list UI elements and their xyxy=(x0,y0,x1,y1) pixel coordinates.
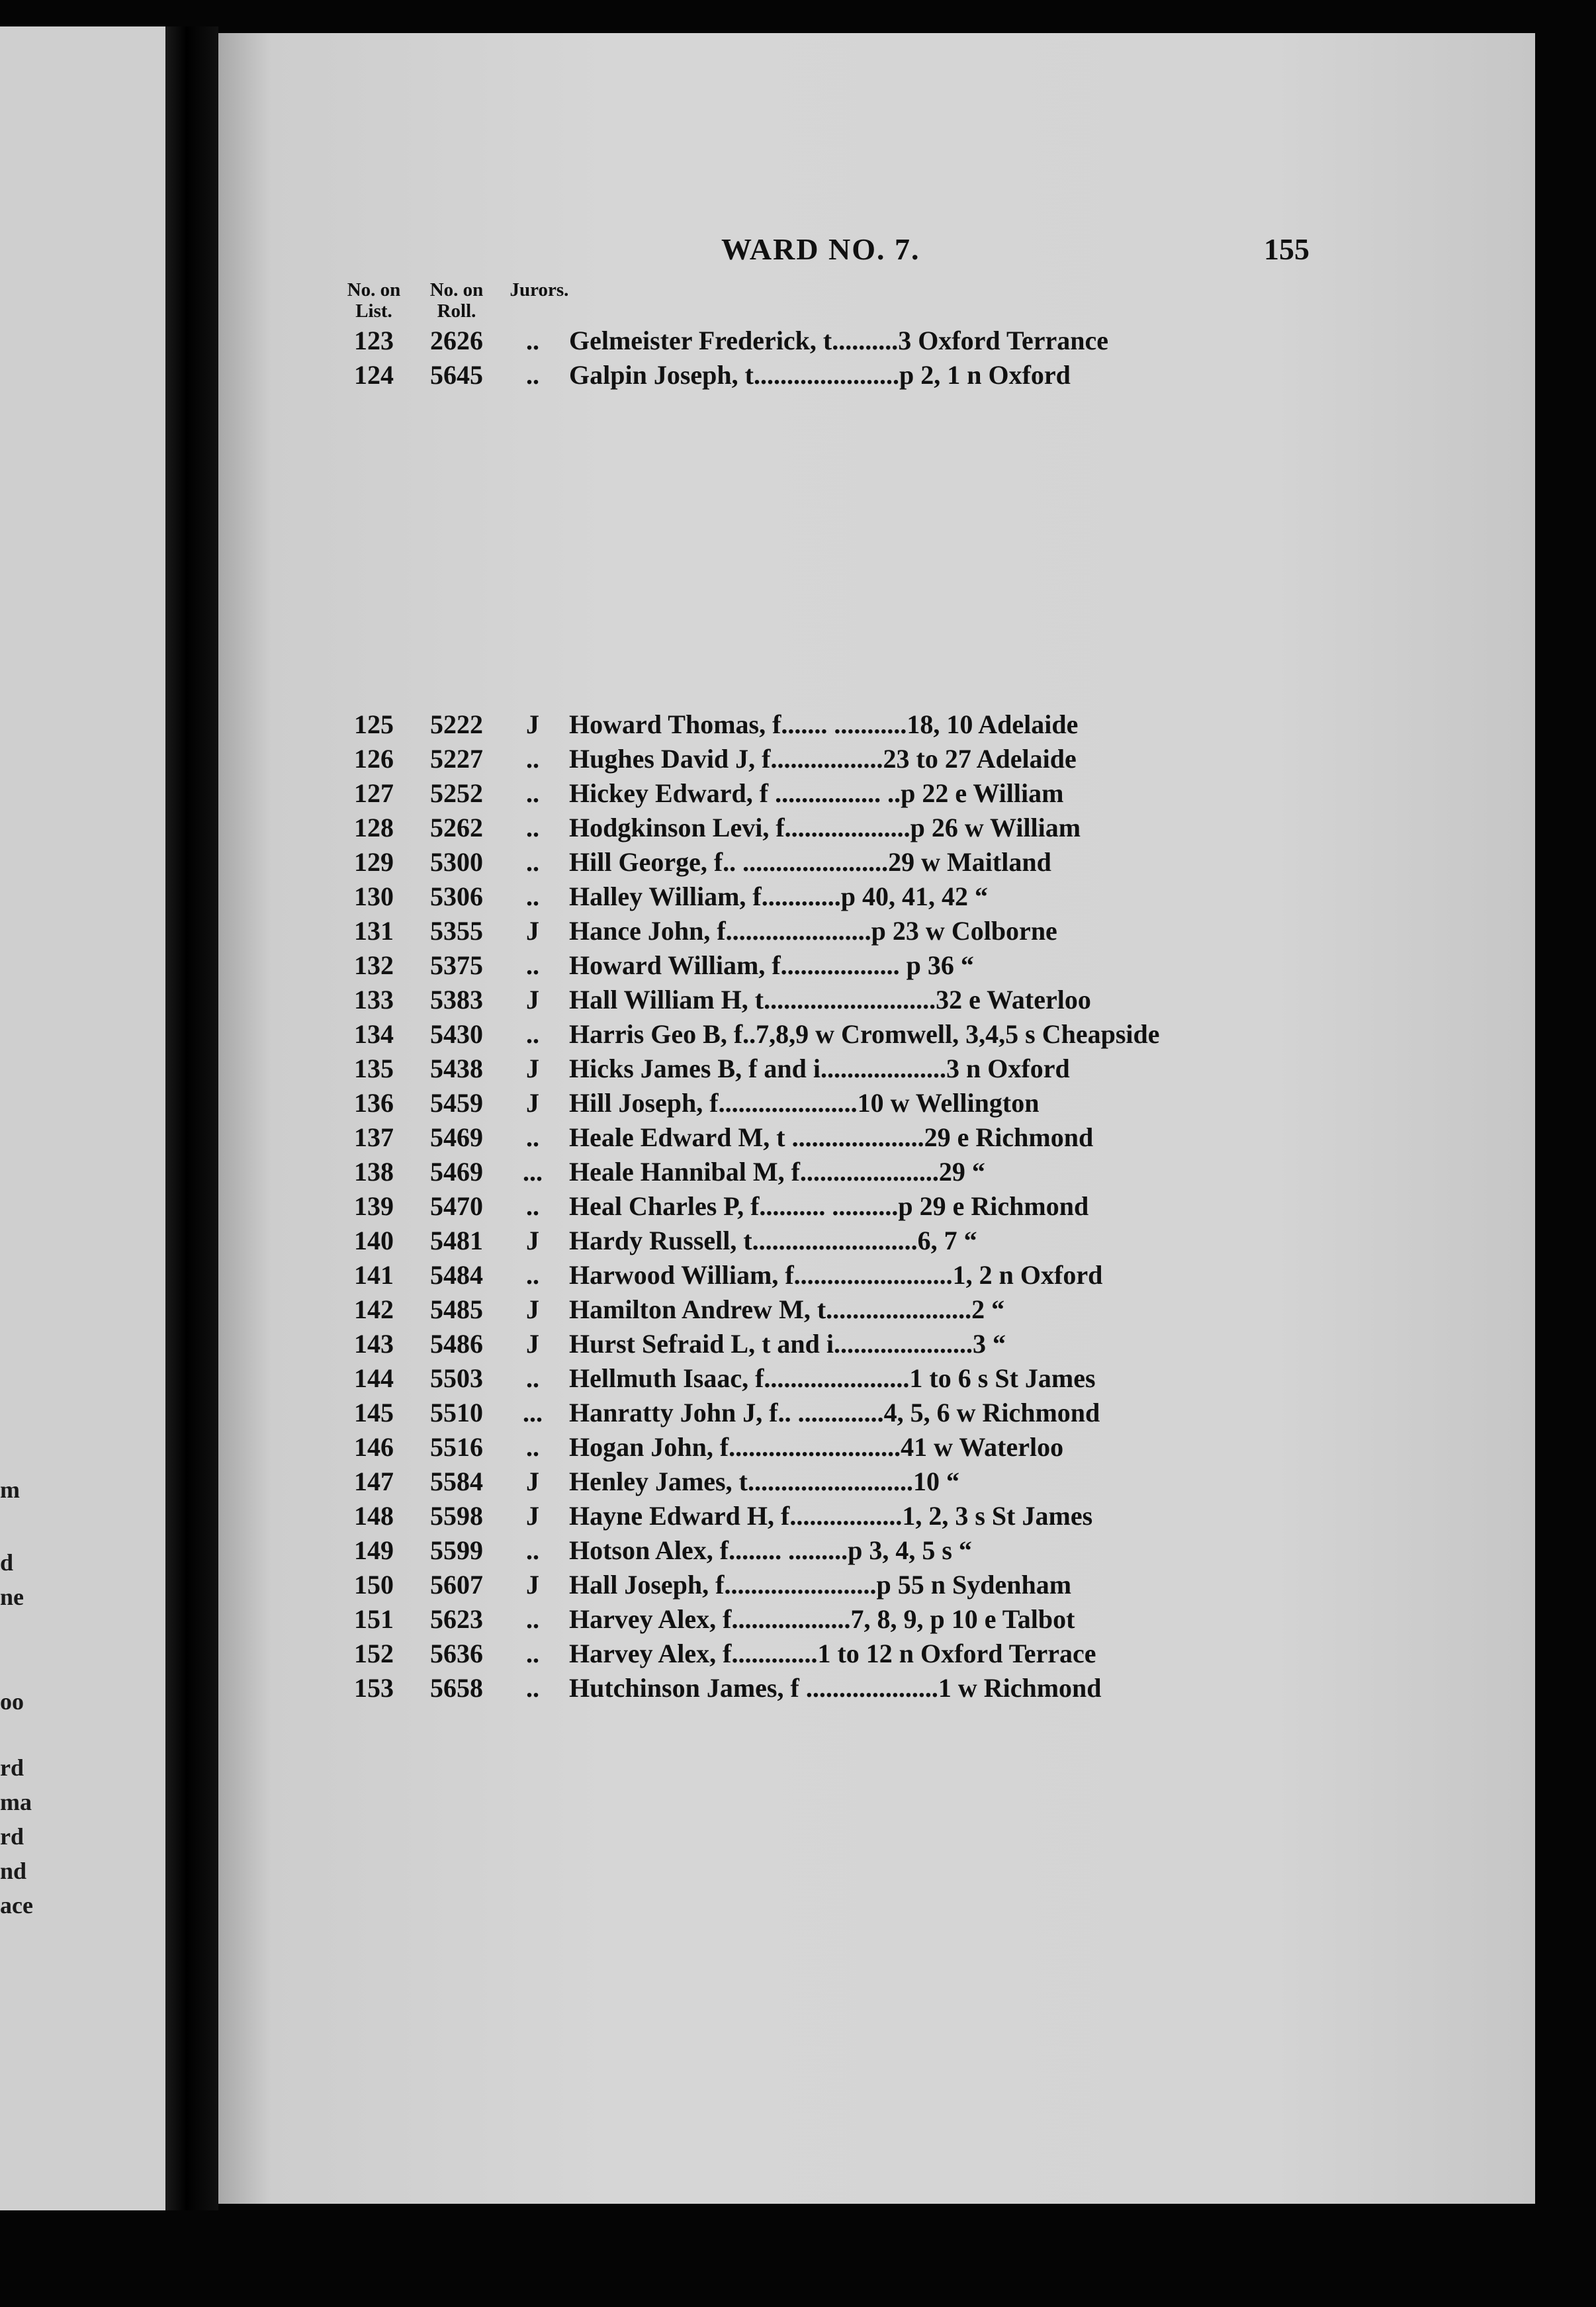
roll-number: 5252 xyxy=(430,778,483,808)
margin-fragment: rd xyxy=(0,1823,24,1850)
margin-fragment: m xyxy=(0,1476,20,1503)
list-number: 128 xyxy=(354,813,394,842)
entry-text: Hogan John, f..........................41 w Waterloo xyxy=(569,1432,1064,1462)
column-header-list: No. on List. xyxy=(347,279,401,322)
entry-text: Galpin Joseph, t......................p 2, 1 n Oxford xyxy=(569,360,1071,390)
table-row xyxy=(218,811,1535,844)
list-number: 140 xyxy=(354,1226,394,1255)
table-row xyxy=(218,1396,1535,1429)
book-spine xyxy=(165,26,218,2210)
left-page-edge xyxy=(0,26,165,2210)
page-number: 155 xyxy=(1264,232,1309,266)
jurors-mark: .. xyxy=(526,360,539,390)
table-row xyxy=(218,708,1535,741)
entry-text: Hall Joseph, f.......................p 55 n Sydenham xyxy=(569,1570,1072,1600)
roll-number: 5383 xyxy=(430,985,483,1015)
table-row xyxy=(218,1259,1535,1292)
roll-number: 5636 xyxy=(430,1639,483,1668)
entry-text: Hall William H, t..........................32 e Waterloo xyxy=(569,985,1091,1015)
jurors-mark: .. xyxy=(526,1673,539,1703)
table-row xyxy=(218,1328,1535,1361)
roll-number: 5510 xyxy=(430,1398,483,1427)
roll-number: 5469 xyxy=(430,1157,483,1187)
roll-number: 2626 xyxy=(430,326,483,355)
entry-text: Hutchinson James, f ....................1 w Richmond xyxy=(569,1673,1102,1703)
jurors-mark: .. xyxy=(526,1260,539,1290)
list-number: 144 xyxy=(354,1363,394,1393)
jurors-mark: J xyxy=(526,985,539,1015)
list-number: 146 xyxy=(354,1432,394,1462)
list-number: 148 xyxy=(354,1501,394,1531)
entry-text: Hickey Edward, f ................ ..p 22 e William xyxy=(569,778,1064,808)
entry-text: Howard Thomas, f....... ...........18, 10 Adelaide xyxy=(569,709,1079,739)
roll-number: 5375 xyxy=(430,950,483,980)
margin-fragment: oo xyxy=(0,1688,24,1715)
entry-text: Halley William, f............p 40, 41, 42 “ xyxy=(569,882,988,911)
roll-number: 5470 xyxy=(430,1191,483,1221)
list-number: 147 xyxy=(354,1467,394,1496)
table-row xyxy=(218,1087,1535,1120)
roll-number: 5306 xyxy=(430,882,483,911)
list-number: 141 xyxy=(354,1260,394,1290)
entry-text: Harvey Alex, f..................7, 8, 9, p 10 e Talbot xyxy=(569,1604,1075,1634)
table-row xyxy=(218,1465,1535,1498)
table-row xyxy=(218,1293,1535,1326)
table-row xyxy=(218,1568,1535,1602)
entry-text: Hurst Sefraid L, t and i.....................3 “ xyxy=(569,1329,1006,1359)
table-row xyxy=(218,1224,1535,1257)
table-row xyxy=(218,1603,1535,1636)
roll-number: 5438 xyxy=(430,1054,483,1083)
table-row xyxy=(218,1155,1535,1189)
jurors-mark: .. xyxy=(526,1639,539,1668)
table-row xyxy=(218,983,1535,1017)
jurors-mark: .. xyxy=(526,744,539,774)
table-row xyxy=(218,1500,1535,1533)
entry-text: Harvey Alex, f.............1 to 12 n Oxford Terrace xyxy=(569,1639,1096,1668)
list-number: 124 xyxy=(354,360,394,390)
entry-text: Hance John, f......................p 23 w Colborne xyxy=(569,916,1057,946)
entry-text: Howard William, f.................. p 36 “ xyxy=(569,950,974,980)
jurors-mark: J xyxy=(526,916,539,946)
roll-number: 5430 xyxy=(430,1019,483,1049)
table-row xyxy=(218,1672,1535,1705)
table-row xyxy=(218,1190,1535,1223)
jurors-mark: J xyxy=(526,709,539,739)
jurors-mark: .. xyxy=(526,1604,539,1634)
roll-number: 5607 xyxy=(430,1570,483,1600)
list-number: 153 xyxy=(354,1673,394,1703)
entry-text: Hardy Russell, t.........................6, 7 “ xyxy=(569,1226,977,1255)
column-header-jurors: Jurors. xyxy=(510,279,569,300)
jurors-mark: .. xyxy=(526,1432,539,1462)
entry-text: Hotson Alex, f........ .........p 3, 4, 5 s “ xyxy=(569,1535,972,1565)
table-row xyxy=(218,1431,1535,1464)
entry-text: Heal Charles P, f.......... ..........p 29 e Richmond xyxy=(569,1191,1089,1221)
entry-text: Gelmeister Frederick, t..........3 Oxford Terrance xyxy=(569,326,1108,355)
column-header-roll: No. on Roll. xyxy=(429,279,484,322)
list-number: 150 xyxy=(354,1570,394,1600)
page-header xyxy=(218,232,1535,285)
jurors-mark: J xyxy=(526,1294,539,1324)
jurors-mark: .. xyxy=(526,1363,539,1393)
document-page xyxy=(218,33,1535,2204)
jurors-mark: J xyxy=(526,1329,539,1359)
margin-fragment: ne xyxy=(0,1584,24,1610)
table-row xyxy=(218,1534,1535,1567)
list-number: 134 xyxy=(354,1019,394,1049)
roll-number: 5300 xyxy=(430,847,483,877)
list-number: 127 xyxy=(354,778,394,808)
roll-number: 5469 xyxy=(430,1122,483,1152)
roll-number: 5459 xyxy=(430,1088,483,1118)
jurors-mark: J xyxy=(526,1467,539,1496)
jurors-mark: J xyxy=(526,1226,539,1255)
jurors-mark: J xyxy=(526,1088,539,1118)
roll-number: 5222 xyxy=(430,709,483,739)
entry-text: Harris Geo B, f..7,8,9 w Cromwell, 3,4,5 s Cheapside xyxy=(569,1019,1160,1049)
list-number: 131 xyxy=(354,916,394,946)
jurors-mark: .. xyxy=(526,778,539,808)
entry-text: Hayne Edward H, f.................1, 2, 3 s St James xyxy=(569,1501,1093,1531)
table-row xyxy=(218,1121,1535,1154)
roll-number: 5262 xyxy=(430,813,483,842)
entry-text: Heale Hannibal M, f.....................29 “ xyxy=(569,1157,985,1187)
list-number: 151 xyxy=(354,1604,394,1634)
jurors-mark: J xyxy=(526,1570,539,1600)
roll-number: 5645 xyxy=(430,360,483,390)
entry-text: Hodgkinson Levi, f...................p 26 w William xyxy=(569,813,1081,842)
table-row xyxy=(218,777,1535,810)
jurors-mark: .. xyxy=(526,882,539,911)
table-row xyxy=(218,880,1535,913)
entry-text: Hughes David J, f.................23 to 27 Adelaide xyxy=(569,744,1077,774)
list-number: 130 xyxy=(354,882,394,911)
jurors-mark: .. xyxy=(526,1122,539,1152)
table-row xyxy=(218,846,1535,879)
roll-number: 5658 xyxy=(430,1673,483,1703)
jurors-mark: .. xyxy=(526,326,539,355)
margin-fragment: d xyxy=(0,1549,14,1576)
table-row xyxy=(218,1018,1535,1051)
margin-fragment: nd xyxy=(0,1858,27,1884)
jurors-mark: J xyxy=(526,1501,539,1531)
entry-text: Harwood William, f........................1, 2 n Oxford xyxy=(569,1260,1103,1290)
list-number: 129 xyxy=(354,847,394,877)
table-row xyxy=(218,359,1535,392)
jurors-mark: J xyxy=(526,1054,539,1083)
list-number: 138 xyxy=(354,1157,394,1187)
list-number: 152 xyxy=(354,1639,394,1668)
page-title: WARD NO. 7. xyxy=(721,232,920,266)
roll-number: 5486 xyxy=(430,1329,483,1359)
entry-text: Hicks James B, f and i...................3 n Oxford xyxy=(569,1054,1070,1083)
list-number: 145 xyxy=(354,1398,394,1427)
list-number: 137 xyxy=(354,1122,394,1152)
list-number: 136 xyxy=(354,1088,394,1118)
entry-text: Hanratty John J, f.. .............4, 5, 6 w Richmond xyxy=(569,1398,1100,1427)
roll-number: 5485 xyxy=(430,1294,483,1324)
list-number: 143 xyxy=(354,1329,394,1359)
list-number: 133 xyxy=(354,985,394,1015)
list-number: 125 xyxy=(354,709,394,739)
table-row xyxy=(218,1362,1535,1395)
table-row xyxy=(218,743,1535,776)
entry-text: Heale Edward M, t ....................29 e Richmond xyxy=(569,1122,1094,1152)
roll-number: 5599 xyxy=(430,1535,483,1565)
margin-fragment: ma xyxy=(0,1789,32,1815)
table-row xyxy=(218,915,1535,948)
list-number: 123 xyxy=(354,326,394,355)
entry-text: Henley James, t.........................10 “ xyxy=(569,1467,959,1496)
roll-number: 5481 xyxy=(430,1226,483,1255)
jurors-mark: .. xyxy=(526,1191,539,1221)
list-number: 149 xyxy=(354,1535,394,1565)
jurors-mark: .. xyxy=(526,1535,539,1565)
roll-number: 5503 xyxy=(430,1363,483,1393)
entry-text: Hill Joseph, f.....................10 w Wellington xyxy=(569,1088,1040,1118)
roll-number: 5623 xyxy=(430,1604,483,1634)
entry-text: Hamilton Andrew M, t......................2 “ xyxy=(569,1294,1005,1324)
table-row xyxy=(218,324,1535,357)
table-row xyxy=(218,1052,1535,1085)
entry-text: Hellmuth Isaac, f......................1 to 6 s St James xyxy=(569,1363,1096,1393)
jurors-mark: ... xyxy=(523,1157,543,1187)
jurors-mark: .. xyxy=(526,1019,539,1049)
roll-number: 5227 xyxy=(430,744,483,774)
jurors-mark: .. xyxy=(526,950,539,980)
roll-number: 5598 xyxy=(430,1501,483,1531)
jurors-mark: .. xyxy=(526,847,539,877)
list-number: 142 xyxy=(354,1294,394,1324)
roll-number: 5355 xyxy=(430,916,483,946)
list-number: 139 xyxy=(354,1191,394,1221)
list-number: 132 xyxy=(354,950,394,980)
list-number: 126 xyxy=(354,744,394,774)
list-number: 135 xyxy=(354,1054,394,1083)
roll-number: 5516 xyxy=(430,1432,483,1462)
roll-number: 5584 xyxy=(430,1467,483,1496)
margin-fragment: rd xyxy=(0,1754,24,1781)
table-row xyxy=(218,1637,1535,1670)
entry-text: Hill George, f.. ......................29 w Maitland xyxy=(569,847,1051,877)
jurors-mark: .. xyxy=(526,813,539,842)
margin-fragment: ace xyxy=(0,1892,33,1919)
jurors-mark: ... xyxy=(523,1398,543,1427)
roll-number: 5484 xyxy=(430,1260,483,1290)
table-row xyxy=(218,949,1535,982)
